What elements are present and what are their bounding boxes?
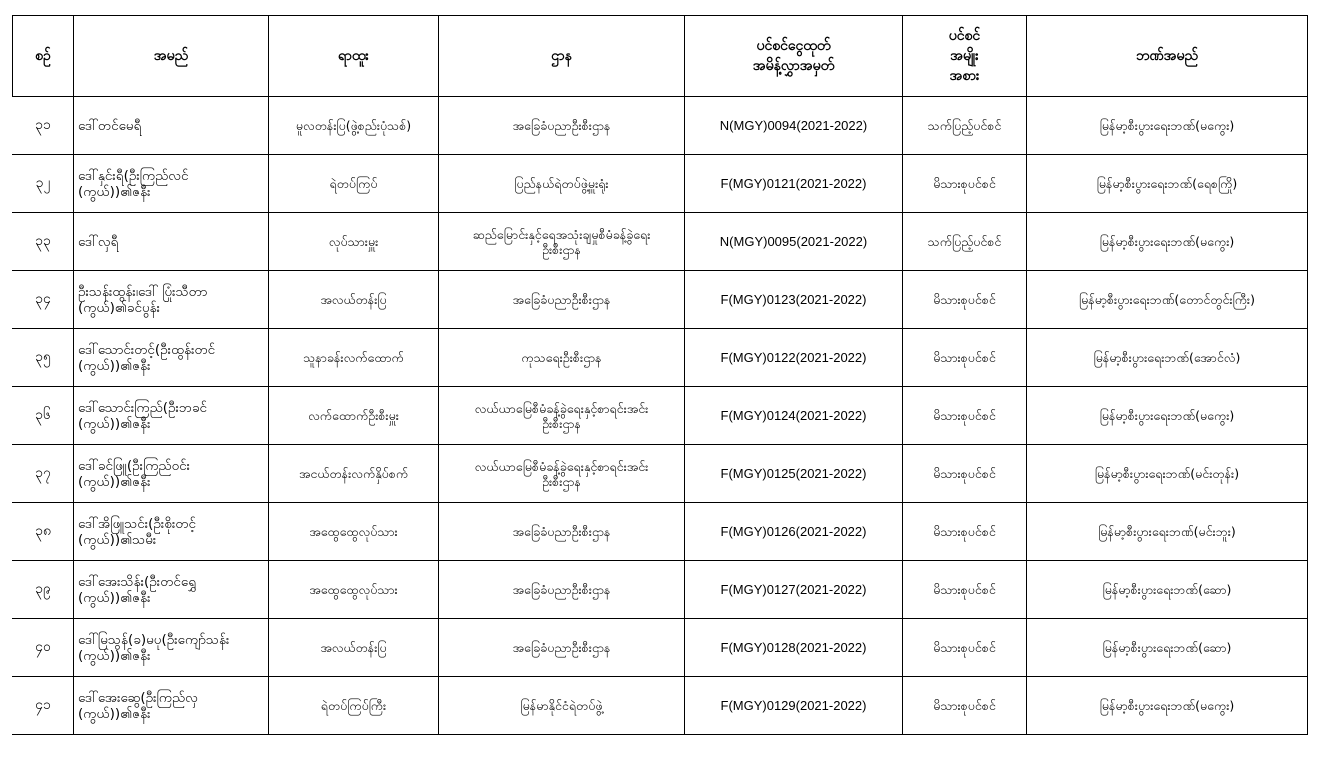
- cell-name: ဒေါ်သောင်းကြည်(ဦးဘခင် (ကွယ်))၏ဇနီး: [74, 387, 269, 445]
- cell-bank: မြန်မာ့စီးပွားရေးဘဏ်(မကွေး): [1027, 387, 1308, 445]
- cell-name: ဒေါ်နှင်းရီ(ဦးကြည်လင် (ကွယ်))၏ဇနီး: [74, 155, 269, 213]
- table-row: [13, 445, 1308, 503]
- cell-pension-type: မိသားစုပင်စင်: [903, 155, 1027, 213]
- cell-permit-no: F(MGY)0121(2021-2022): [685, 155, 903, 213]
- cell-permit-no: F(MGY)0127(2021-2022): [685, 561, 903, 619]
- cell-department: အခြေခံပညာဦးစီးဌာန: [439, 503, 685, 561]
- cell-permit-no: F(MGY)0125(2021-2022): [685, 445, 903, 503]
- header-bank: ဘဏ်အမည်: [1027, 16, 1308, 97]
- cell-pension-type: သက်ပြည့်ပင်စင်: [903, 213, 1027, 271]
- cell-no: ၃၅: [13, 329, 74, 387]
- cell-department: လယ်ယာမြေစီမံခန့်ခွဲရေးနှင့်စာရင်းအင်း ဦးစီးဌာန: [439, 387, 685, 445]
- cell-pension-type: သက်ပြည့်ပင်စင်: [903, 97, 1027, 155]
- cell-rank: အထွေထွေလုပ်သား: [269, 561, 439, 619]
- cell-department: အခြေခံပညာဦးစီးဌာန: [439, 619, 685, 677]
- cell-permit-no: F(MGY)0124(2021-2022): [685, 387, 903, 445]
- cell-bank: မြန်မာ့စီးပွားရေးဘဏ်(မကွေး): [1027, 213, 1308, 271]
- cell-department: ပြည်နယ်ရဲတပ်ဖွဲ့မှူးရုံး: [439, 155, 685, 213]
- cell-rank: အထွေထွေလုပ်သား: [269, 503, 439, 561]
- cell-rank: သူနာခန်းလက်ထောက်: [269, 329, 439, 387]
- cell-pension-type: မိသားစုပင်စင်: [903, 503, 1027, 561]
- cell-permit-no: F(MGY)0126(2021-2022): [685, 503, 903, 561]
- cell-no: ၃၇: [13, 445, 74, 503]
- cell-department: လယ်ယာမြေစီမံခန့်ခွဲရေးနှင့်စာရင်းအင်း ဦးစီးဌာန: [439, 445, 685, 503]
- cell-department: အခြေခံပညာဦးစီးဌာန: [439, 561, 685, 619]
- pension-table: [12, 15, 1308, 735]
- table-row: [13, 213, 1308, 271]
- cell-pension-type: မိသားစုပင်စင်: [903, 271, 1027, 329]
- cell-no: ၃၄: [13, 271, 74, 329]
- cell-permit-no: F(MGY)0129(2021-2022): [685, 677, 903, 735]
- cell-permit-no: N(MGY)0095(2021-2022): [685, 213, 903, 271]
- cell-rank: လက်ထောက်ဦးစီးမှူး: [269, 387, 439, 445]
- cell-bank: မြန်မာ့စီးပွားရေးဘဏ်(မင်းဘူး): [1027, 503, 1308, 561]
- cell-pension-type: မိသားစုပင်စင်: [903, 329, 1027, 387]
- cell-pension-type: မိသားစုပင်စင်: [903, 619, 1027, 677]
- cell-permit-no: N(MGY)0094(2021-2022): [685, 97, 903, 155]
- header-department: ဌာန: [439, 16, 685, 97]
- header-no: စဉ်: [13, 16, 74, 97]
- cell-pension-type: မိသားစုပင်စင်: [903, 445, 1027, 503]
- table-header: [13, 16, 1308, 97]
- cell-rank: လုပ်သားမှူး: [269, 213, 439, 271]
- cell-pension-type: မိသားစုပင်စင်: [903, 387, 1027, 445]
- cell-bank: မြန်မာ့စီးပွားရေးဘဏ်(အောင်လံ): [1027, 329, 1308, 387]
- cell-rank: ရဲတပ်ကြပ်: [269, 155, 439, 213]
- table-row: [13, 387, 1308, 445]
- cell-bank: မြန်မာ့စီးပွားရေးဘဏ်(မကွေး): [1027, 677, 1308, 735]
- cell-department: အခြေခံပညာဦးစီးဌာန: [439, 97, 685, 155]
- cell-department: ဆည်မြောင်းနှင့်ရေအသုံးချမှုစီမံခန့်ခွဲရေး ဦးစီးဌာန: [439, 213, 685, 271]
- cell-name: ဒေါ်လှရီ: [74, 213, 269, 271]
- cell-rank: ရဲတပ်ကြပ်ကြီး: [269, 677, 439, 735]
- cell-bank: မြန်မာ့စီးပွားရေးဘဏ်(မင်းတုန်း): [1027, 445, 1308, 503]
- cell-name: ဒေါ်အေးဆွေ(ဦးကြည်လှ (ကွယ်))၏ဇနီး: [74, 677, 269, 735]
- cell-permit-no: F(MGY)0128(2021-2022): [685, 619, 903, 677]
- cell-name: ဒေါ်သောင်းတင့်(ဦးထွန်းတင် (ကွယ်))၏ဇနီး: [74, 329, 269, 387]
- header-permit-no: ပင်စင်ငွေထုတ် အမိန့်လွှာအမှတ်: [685, 16, 903, 97]
- table-row: [13, 155, 1308, 213]
- table-row: [13, 97, 1308, 155]
- cell-permit-no: F(MGY)0123(2021-2022): [685, 271, 903, 329]
- cell-bank: မြန်မာ့စီးပွားရေးဘဏ်(မကွေး): [1027, 97, 1308, 155]
- cell-name: ဒေါ်ခင်ဖြူ(ဦးကြည်ဝင်း (ကွယ်))၏ဇနီး: [74, 445, 269, 503]
- table-row: [13, 677, 1308, 735]
- cell-name: ဒေါ်တင်မေရီ: [74, 97, 269, 155]
- cell-name: ဒေါ်မြသွန်(ခ)မပု(ဦးကျော်သန်း (ကွယ်))၏ဇနီး: [74, 619, 269, 677]
- cell-no: ၄၀: [13, 619, 74, 677]
- header-rank: ရာထူး: [269, 16, 439, 97]
- cell-no: ၃၂: [13, 155, 74, 213]
- header-pension-type: ပင်စင် အမျိုး အစား: [903, 16, 1027, 97]
- cell-department: မြန်မာနိုင်ငံရဲတပ်ဖွဲ့: [439, 677, 685, 735]
- table-body: [13, 97, 1308, 735]
- cell-no: ၄၁: [13, 677, 74, 735]
- header-name: အမည်: [74, 16, 269, 97]
- header-row: [13, 16, 1308, 97]
- cell-department: ကုသရေးဦးစီးဌာန: [439, 329, 685, 387]
- cell-rank: မူလတန်းပြ(ဖွဲ့စည်းပုံသစ်): [269, 97, 439, 155]
- cell-bank: မြန်မာ့စီးပွားရေးဘဏ်(ဆော): [1027, 561, 1308, 619]
- cell-bank: မြန်မာ့စီးပွားရေးဘဏ်(ရေစကြို): [1027, 155, 1308, 213]
- cell-name: ဒေါ်အိဖြူသင်း(ဦးစိုးတင့် (ကွယ်))၏သမီး: [74, 503, 269, 561]
- cell-no: ၃၁: [13, 97, 74, 155]
- table-row: [13, 271, 1308, 329]
- cell-rank: အလယ်တန်းပြ: [269, 271, 439, 329]
- cell-bank: မြန်မာ့စီးပွားရေးဘဏ်(ဆော): [1027, 619, 1308, 677]
- cell-department: အခြေခံပညာဦးစီးဌာန: [439, 271, 685, 329]
- cell-name: ဦးသန်းထွန်း၊ဒေါ် ပြုံးသီတာ (ကွယ်)၏ခင်ပွန်း: [74, 271, 269, 329]
- cell-no: ၃၃: [13, 213, 74, 271]
- cell-name: ဒေါ်အေးသိန်း(ဦးတင်ရွှေ (ကွယ်))၏ဇနီး: [74, 561, 269, 619]
- table-row: [13, 329, 1308, 387]
- table-row: [13, 561, 1308, 619]
- cell-no: ၃၆: [13, 387, 74, 445]
- cell-rank: အငယ်တန်းလက်နှိပ်စက်: [269, 445, 439, 503]
- cell-pension-type: မိသားစုပင်စင်: [903, 677, 1027, 735]
- cell-no: ၃၉: [13, 561, 74, 619]
- table-row: [13, 619, 1308, 677]
- cell-bank: မြန်မာ့စီးပွားရေးဘဏ်(တောင်တွင်းကြီး): [1027, 271, 1308, 329]
- cell-rank: အလယ်တန်းပြ: [269, 619, 439, 677]
- cell-permit-no: F(MGY)0122(2021-2022): [685, 329, 903, 387]
- table-row: [13, 503, 1308, 561]
- cell-no: ၃၈: [13, 503, 74, 561]
- cell-pension-type: မိသားစုပင်စင်: [903, 561, 1027, 619]
